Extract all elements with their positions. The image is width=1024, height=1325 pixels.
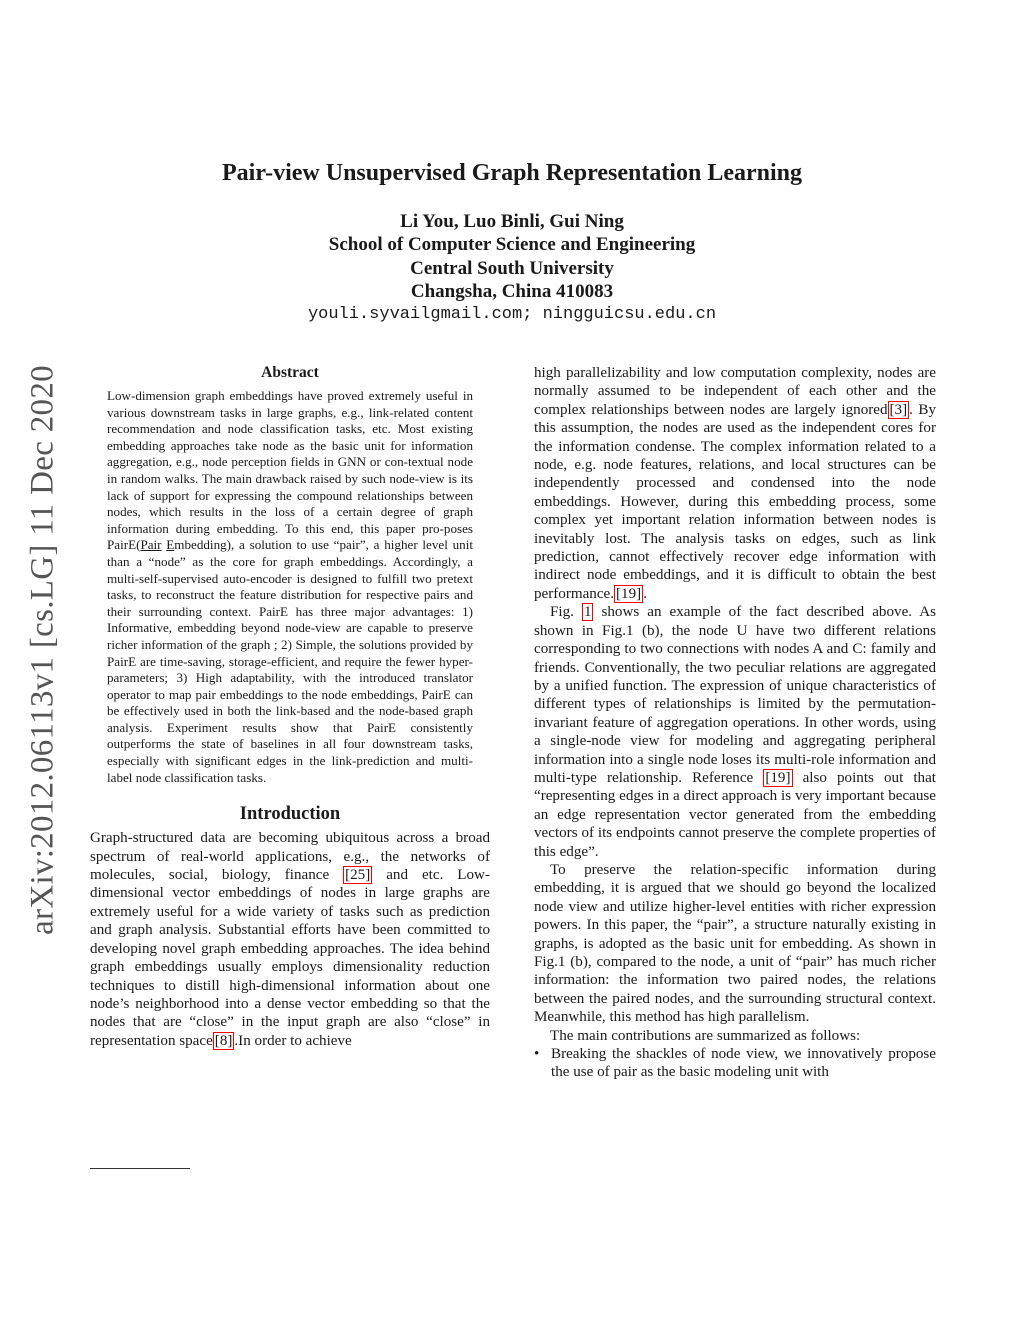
citation-link[interactable]: [19] [765, 769, 791, 786]
abstract-embedding-letter: E [166, 537, 175, 553]
author-email[interactable]: youli.syvailgmail.com; ningguicsu.edu.cn [307, 305, 717, 325]
intro-text-2: and etc. Low-dimensional vector embeddings of nodes in large graphs are extremely useful for a wide variety of tasks such as prediction and graph analysis. Substantial efforts have been committed to developing novel graph embedding approaches. The idea behind graph embeddings usually employs dimensionality reduction techniques to distill high-dimensional information about one node’s neighborhood into a dense vector embedding so that the nodes that are “close” in the input graph are also “close” in representation space [90, 867, 490, 1049]
bullet-icon: • [534, 1046, 540, 1063]
right-paragraph-2 [534, 603, 936, 861]
intro-text-1: Graph-structured data are becoming ubiquitous across a broad spectrum of real-world applications, e.g., the networks of molecules, social, biology, finance [90, 830, 490, 884]
figure-reference-link[interactable]: 1 [583, 604, 592, 621]
left-column [90, 364, 490, 1050]
footnote-divider [90, 1168, 190, 1169]
right-paragraph-1 [534, 364, 936, 603]
right-p2-text-2: shows an example of the fact described above. As shown in Fig.1 (b), the node U have two different relations corresponding to two connections with nodes A and C: family and friends. Conventionally, the two peculiar relations are aggregated by a unified function. The expression of unique characteristics of different types of relationships is limited by the permutation-invariant feature of aggregation operations. In other words, using a single-node view for modeling and aggregating peripheral information into a single node loses its multi-role information and multi-type relationship. Reference [534, 604, 936, 786]
author-location: Changsha, China 410083 [410, 280, 614, 302]
right-p2-text-1: Fig. [550, 604, 582, 621]
arxiv-identifier-text: arXiv:2012.06113v1 [cs.LG] 11 Dec 2020 [24, 365, 61, 935]
right-paragraph-4: The main contributions are summarized as follows: [550, 1027, 861, 1044]
citation-link[interactable]: [3] [889, 401, 908, 418]
abstract-pair-underlined: Pair [140, 537, 162, 553]
citation-link[interactable]: [8] [214, 1032, 233, 1049]
right-column [534, 364, 936, 1082]
right-paragraph-3: To preserve the relation-specific information during embedding, it is argued that we should go beyond the localized node view and utilize higher-level entities with richer expression powers. In this paper, the “pair”, a structure naturally existing in graphs, is adopted as the basic unit for embedding. As shown in Fig.1 (b), compared to the node, a unit of “pair” has much richer information: the information two paired nodes, the relations between the paired nodes, and the surrounding structural context. Meanwhile, this method has high parallelism. [534, 861, 936, 1026]
author-university: Central South University [410, 257, 614, 279]
list-item [534, 1045, 936, 1082]
list-item-text: Breaking the shackles of node view, we innovatively propose the use of pair as the basic modeling unit with [551, 1046, 936, 1081]
contributions-list [534, 1045, 936, 1082]
right-p1-text-3: . [643, 585, 647, 602]
right-p1-text-2: . By this assumption, the nodes are used as the independent cores for the information condense. The complex information related to a node, e.g. node features, relations, and local structures can be independently processed and condensed into the node embeddings. However, during this embedding process, some complex yet important relation information between nodes is inevitably lost. The analysis tasks on edges, such as link prediction, cannot effectively recover edge information with indirect node embeddings, and it is difficult to obtain the best performance. [534, 401, 936, 602]
paper-title: Pair-view Unsupervised Graph Representation Learning [222, 160, 802, 186]
abstract-text-part-3: mbedding), a solution to use “pair”, a higher level unit than a “node” as the core for graph embeddings. Accordingly, a multi-self-supervised auto-encoder is designed to fulfill two pretext tasks, to reconstruct the feature distribution for respective pairs and their surrounding context. PairE has three major advantages: 1) Informative, embedding beyond node-view are capable to preserve richer information of the graph ; 2) Simple, the solutions provided by PairE are time-saving, storage-efficient, and require the fewer hyper-parameters; 3) High adaptability, with the introduced translator operator to map pair embeddings to the node embeddings, PairE can be effectively used in both the link-based and the node-based graph analysis. Experiment results show that PairE consistently outperforms the state of baselines in all four downstream tasks, especially with significant edges in the link-prediction and multi-label node classification tasks. [107, 537, 473, 785]
abstract-heading: Abstract [261, 364, 319, 381]
author-school: School of Computer Science and Engineering [328, 234, 696, 256]
right-p1-text-1: high parallelizability and low computation complexity, nodes are normally assumed to be independent of each other and the complex relationships between nodes are largely ignored [534, 365, 936, 418]
introduction-heading: Introduction [239, 804, 341, 825]
citation-link[interactable]: [19] [616, 585, 642, 602]
arxiv-identifier [18, 350, 68, 950]
introduction-paragraph [90, 829, 490, 1050]
citation-link[interactable]: [25] [345, 867, 371, 884]
abstract-text [107, 388, 473, 786]
right-p2-text-3: also points out that “representing edges in a direct approach is very important because an edge representation vector generated from the embedding vectors of its endpoints cannot preserve the complete properties of this edge”. [534, 769, 936, 860]
intro-text-3: .In order to achieve [234, 1032, 352, 1049]
abstract-text-part-1: Low-dimension graph embeddings have proved extremely useful in various downstream tasks in large graphs, e.g., link-related content recommendation and node classification tasks, etc. Most existing embedding approaches take node as the basic unit for information aggregation, e.g., node perception fields in GNN or con-textual node in random walks. The main drawback raised by such node-view is its lack of support for expressing the compound relationships between nodes, which results in the loss of a certain degree of graph information during embedding. To this end, this paper pro-poses PairE( [107, 388, 473, 553]
author-names: Li You, Luo Binli, Gui Ning [400, 211, 624, 232]
author-block [0, 210, 1024, 326]
